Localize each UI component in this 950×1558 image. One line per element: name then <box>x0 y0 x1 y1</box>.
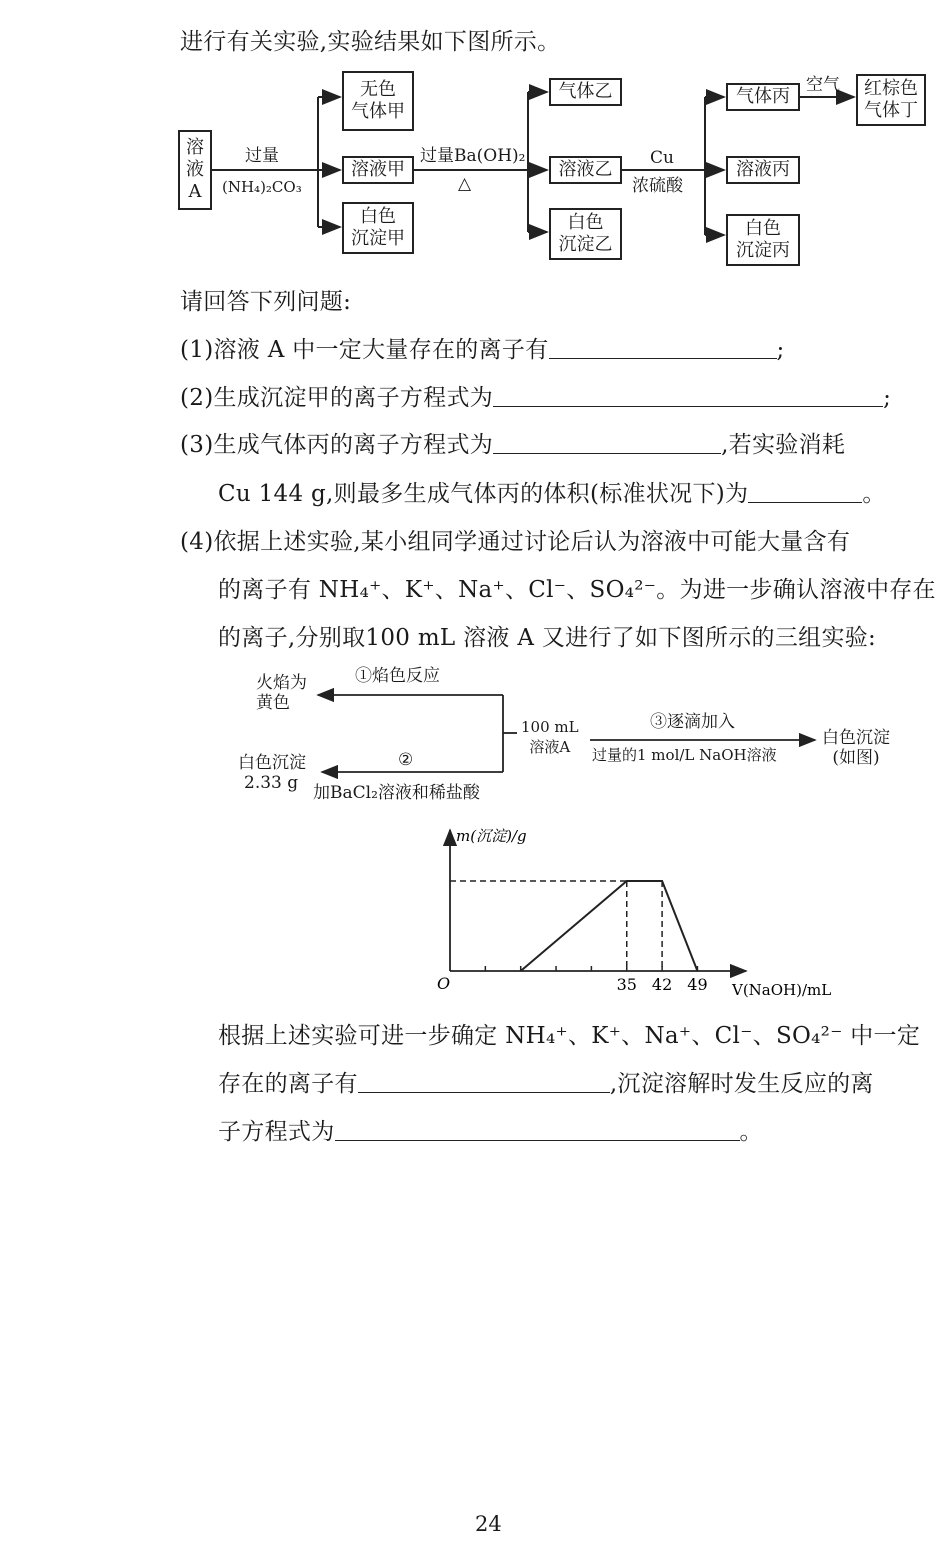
precip-bing-line1: 白色 <box>745 218 781 239</box>
precip-result-line2: 2.33 g <box>244 773 299 793</box>
precip-jia-line2: 沉淀甲 <box>351 228 405 249</box>
question-3-line2-end: 。 <box>862 481 886 507</box>
solution-a-line1: 溶 <box>186 137 204 158</box>
tail-line2-text: 存在的离子有 <box>218 1071 358 1097</box>
answer-blank-4a[interactable] <box>358 1070 610 1093</box>
question-prompt: 请回答下列问题: <box>180 289 352 315</box>
x-axis-label: V(NaOH)/mL <box>732 981 832 999</box>
reagent2-top: 过量Ba(OH)₂ <box>420 146 526 166</box>
step3-bottom: 过量的1 mol/L NaOH溶液 <box>592 746 777 764</box>
solution-a-line2: 液 <box>186 159 204 180</box>
question-4-line1: (4)依据上述实验,某小组同学通过讨论后认为溶液中可能大量含有 <box>180 529 851 555</box>
question-3-text: (3)生成气体丙的离子方程式为 <box>180 432 494 458</box>
step1-label: ①焰色反应 <box>355 666 440 686</box>
flame-result-line2: 黄色 <box>256 693 290 713</box>
solution-bing-box: 溶液丙 <box>726 156 800 184</box>
question-4-line3: 的离子,分别取100 mL 溶液 A 又进行了如下图所示的三组实验: <box>218 625 877 651</box>
origin-label: O <box>437 974 451 993</box>
solution-yi-box: 溶液乙 <box>549 156 622 184</box>
gas-ding-line1: 红棕色 <box>864 78 918 99</box>
reagent3-bottom: 浓硫酸 <box>632 176 683 196</box>
question-3-end: ,若实验消耗 <box>721 432 846 458</box>
question-2-text: (2)生成沉淀甲的离子方程式为 <box>180 385 494 411</box>
page-number: 24 <box>475 1512 502 1536</box>
tail-line3 <box>218 1117 763 1147</box>
gas-jia-line2: 气体甲 <box>351 101 405 122</box>
tail-line2-end: ,沉淀溶解时发生反应的离 <box>609 1071 874 1097</box>
step3-top: ③逐滴加入 <box>650 712 735 732</box>
question-1-text: (1)溶液 A 中一定大量存在的离子有 <box>180 337 549 363</box>
question-4-line2: 的离子有 NH₄⁺、K⁺、Na⁺、Cl⁻、SO₄²⁻。为进一步确认溶液中存在 <box>218 577 936 603</box>
sample-line2: 溶液A <box>529 738 571 756</box>
gas-yi-box: 气体乙 <box>549 78 622 106</box>
tail-line3-text: 子方程式为 <box>218 1119 335 1145</box>
tail-line2 <box>218 1069 874 1099</box>
gas-ding-line2: 气体丁 <box>864 100 918 121</box>
step2-label: 加BaCl₂溶液和稀盐酸 <box>313 783 480 803</box>
answer-blank-4b[interactable] <box>335 1118 740 1141</box>
x-tick-label-49: 49 <box>687 975 708 994</box>
precip-yi-line2: 沉淀乙 <box>558 234 613 255</box>
precip-yi-line1: 白色 <box>567 212 604 233</box>
solution-a-line3: A <box>188 181 202 202</box>
reagent1-bottom: (NH₄)₂CO₃ <box>222 178 302 196</box>
precip-jia-line1: 白色 <box>360 206 396 227</box>
air-label: 空气 <box>806 75 840 95</box>
y-axis-label: m(沉淀)/g <box>456 827 527 845</box>
reagent2-bottom: △ <box>458 174 472 194</box>
question-2-end: ; <box>883 385 892 411</box>
solution-jia-box: 溶液甲 <box>342 156 414 184</box>
x-tick-label-35: 35 <box>616 975 637 994</box>
sample-line1: 100 mL <box>521 718 579 736</box>
reagent1-top: 过量 <box>245 146 279 166</box>
precip-bing-line2: 沉淀丙 <box>736 240 790 261</box>
precipitate-series-line <box>521 881 698 971</box>
flame-result-line1: 火焰为 <box>256 673 307 693</box>
result3-line2: (如图) <box>832 748 880 768</box>
x-tick-label-42: 42 <box>651 975 673 994</box>
gas-bing-box: 气体丙 <box>726 83 800 111</box>
tail-line1: 根据上述实验可进一步确定 NH₄⁺、K⁺、Na⁺、Cl⁻、SO₄²⁻ 中一定 <box>218 1023 921 1049</box>
step2-number: ② <box>398 750 414 770</box>
result3-line1: 白色沉淀 <box>822 728 890 748</box>
tail-line3-end: 。 <box>739 1119 763 1145</box>
precip-result-line1: 白色沉淀 <box>238 753 306 773</box>
question-3-line2-text: Cu 144 g,则最多生成气体丙的体积(标准状况下)为 <box>218 481 749 507</box>
gas-jia-line1: 无色 <box>360 79 396 100</box>
question-1-end: ; <box>776 337 785 363</box>
intro-text: 进行有关实验,实验结果如下图所示。 <box>180 29 561 55</box>
reagent3-top: Cu <box>650 148 674 168</box>
